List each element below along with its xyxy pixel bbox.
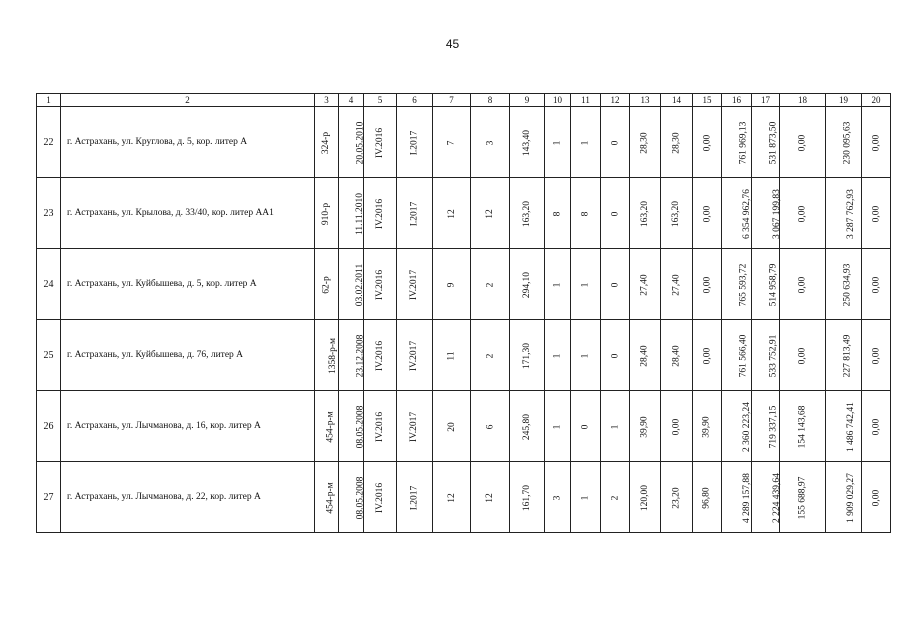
cell-value: 11.11.2010: [355, 192, 366, 235]
cell-value: 28,40: [671, 344, 682, 367]
cell-value: 23.12.2008: [355, 334, 366, 377]
cell-value: 163,20: [671, 200, 682, 227]
table-cell-col-6: [397, 178, 433, 249]
cell-value: 08.05.2008: [355, 405, 366, 448]
cell-value: 765 593,72: [738, 263, 749, 306]
table-cell-col-13: [630, 107, 661, 178]
table-cell-col-6: [397, 462, 433, 533]
table-cell-col-7: [433, 462, 471, 533]
table-cell-col-1: 22: [37, 107, 61, 178]
column-number-cell: 13: [630, 94, 661, 107]
table-cell-col-17: [752, 320, 780, 391]
table-row: [37, 249, 891, 320]
table-cell-col-8: [471, 107, 510, 178]
table-cell-col-8: [471, 391, 510, 462]
table-cell-col-9: [510, 249, 545, 320]
table-cell-col-11: [571, 107, 601, 178]
table-cell-col-15: [693, 249, 722, 320]
cell-value: I.2017: [409, 485, 420, 510]
column-number-cell: 20: [862, 94, 891, 107]
cell-value: 1: [580, 282, 591, 287]
table-cell-col-12: [601, 320, 630, 391]
table-cell-col-19: [826, 107, 862, 178]
table-cell-col-4: [339, 107, 364, 178]
cell-value: 0,00: [871, 205, 881, 222]
table-cell-col-19: [826, 178, 862, 249]
cell-value: 8: [552, 211, 563, 216]
cell-value: 3: [485, 140, 495, 145]
table-cell-col-10: [545, 391, 571, 462]
cell-value: 08.05.2008: [355, 476, 366, 519]
table-cell-col-18: [780, 391, 826, 462]
column-number-cell: 3: [315, 94, 339, 107]
cell-value: 2: [610, 495, 620, 500]
table-cell-col-12: [601, 178, 630, 249]
cell-value: 39,90: [640, 415, 650, 438]
cell-value: 154 143,68: [797, 405, 808, 448]
cell-value: 0,00: [702, 347, 712, 364]
cell-value: 20.05.2010: [355, 121, 366, 164]
cell-value: 3 287 762,93: [845, 188, 856, 239]
cell-value: 28,30: [640, 131, 650, 154]
table-cell-col-4: [339, 391, 364, 462]
column-number-cell: 9: [510, 94, 545, 107]
cell-value: 0,00: [871, 489, 881, 506]
table-cell-col-2: г. Астрахань, ул. Крылова, д. 33/40, кор. литер АА1: [61, 178, 315, 249]
cell-value: 28,30: [671, 131, 682, 154]
table-cell-col-16: [722, 320, 752, 391]
table-cell-col-16: [722, 249, 752, 320]
cell-value: 324-р: [321, 131, 332, 154]
table-cell-col-20: [862, 391, 891, 462]
cell-value: 0,00: [797, 347, 808, 364]
cell-value: IV.2016: [375, 482, 385, 513]
cell-value: 2 224 439,64: [771, 472, 782, 523]
cell-value: 761 566,40: [738, 334, 749, 377]
table-cell-col-18: [780, 249, 826, 320]
column-number-cell: 16: [722, 94, 752, 107]
table-cell-col-2: г. Астрахань, ул. Круглова, д. 5, кор. литер А: [61, 107, 315, 178]
table-cell-col-1: 26: [37, 391, 61, 462]
table-cell-col-14: [661, 107, 693, 178]
column-number-cell: 7: [433, 94, 471, 107]
column-number-cell: 18: [780, 94, 826, 107]
cell-value: 3 067 199,83: [771, 188, 782, 239]
column-number-cell: 14: [661, 94, 693, 107]
table-cell-col-15: [693, 462, 722, 533]
cell-value: 1: [552, 282, 563, 287]
table-cell-col-14: [661, 320, 693, 391]
table-cell-col-8: [471, 178, 510, 249]
column-number-cell: 15: [693, 94, 722, 107]
table-cell-col-10: [545, 249, 571, 320]
table-cell-col-9: [510, 178, 545, 249]
cell-value: 23,20: [671, 486, 682, 509]
table-cell-col-11: [571, 178, 601, 249]
table-cell-col-14: [661, 462, 693, 533]
table-cell-col-20: [862, 178, 891, 249]
table-cell-col-14: [661, 178, 693, 249]
cell-value: 20: [446, 421, 457, 432]
cell-value: 12: [446, 492, 457, 503]
table-cell-col-2: г. Астрахань, ул. Куйбышева, д. 76, литер А: [61, 320, 315, 391]
column-number-cell: 5: [364, 94, 397, 107]
table-cell-col-4: [339, 249, 364, 320]
table-row: [37, 320, 891, 391]
table-cell-col-11: [571, 249, 601, 320]
table-cell-col-14: [661, 391, 693, 462]
cell-value: IV.2016: [375, 411, 385, 442]
table-cell-col-13: [630, 391, 661, 462]
cell-value: 163,20: [640, 200, 650, 227]
column-number-cell: 12: [601, 94, 630, 107]
table-cell-col-3: [315, 391, 339, 462]
cell-value: 2: [485, 353, 495, 358]
table-cell-col-10: [545, 462, 571, 533]
cell-value: 62-р: [321, 275, 332, 294]
table-cell-col-5: [364, 107, 397, 178]
cell-value: 454-р-м: [325, 410, 336, 443]
table-cell-col-4: [339, 178, 364, 249]
cell-value: 12: [485, 208, 495, 219]
column-number-cell: 2: [61, 94, 315, 107]
table-cell-col-16: [722, 391, 752, 462]
register-table: [36, 93, 891, 533]
table-cell-col-19: [826, 462, 862, 533]
page-number: 45: [445, 37, 460, 51]
table-cell-col-18: [780, 320, 826, 391]
table-cell-col-8: [471, 462, 510, 533]
cell-value: 1: [552, 140, 563, 145]
cell-value: 2 360 223,24: [741, 401, 752, 452]
table-cell-col-13: [630, 249, 661, 320]
table-cell-col-4: [339, 320, 364, 391]
cell-value: 761 969,13: [738, 121, 749, 164]
cell-value: IV.2017: [409, 340, 420, 371]
cell-value: 0,00: [797, 205, 808, 222]
cell-value: 0,00: [702, 276, 712, 293]
cell-value: I.2017: [409, 201, 420, 226]
table-cell-col-13: [630, 462, 661, 533]
cell-value: 155 688,97: [797, 476, 808, 519]
table-cell-col-1: 25: [37, 320, 61, 391]
column-number-row: [37, 94, 891, 107]
table-cell-col-11: [571, 391, 601, 462]
table-cell-col-18: [780, 462, 826, 533]
table-cell-col-2: г. Астрахань, ул. Лычманова, д. 22, кор. литер А: [61, 462, 315, 533]
cell-value: 6: [485, 424, 495, 429]
table-cell-col-18: [780, 178, 826, 249]
table-cell-col-3: [315, 320, 339, 391]
cell-value: 1: [552, 424, 563, 429]
cell-value: 0,00: [871, 134, 881, 151]
table-cell-col-10: [545, 107, 571, 178]
cell-value: I.2017: [409, 130, 420, 155]
table-cell-col-6: [397, 320, 433, 391]
cell-value: 7: [446, 140, 457, 145]
table-cell-col-15: [693, 320, 722, 391]
table-cell-col-5: [364, 249, 397, 320]
table-cell-col-14: [661, 249, 693, 320]
cell-value: 0,00: [797, 134, 808, 151]
table-cell-col-20: [862, 462, 891, 533]
cell-value: 0: [610, 140, 620, 145]
cell-value: IV.2016: [375, 269, 385, 300]
cell-value: 27,40: [671, 273, 682, 296]
table-cell-col-3: [315, 249, 339, 320]
cell-value: 0,00: [871, 276, 881, 293]
table-cell-col-8: [471, 320, 510, 391]
table-cell-col-19: [826, 320, 862, 391]
cell-value: 4 289 157,88: [741, 472, 752, 523]
table-cell-col-18: [780, 107, 826, 178]
cell-value: 0,00: [671, 418, 682, 435]
column-number-cell: 8: [471, 94, 510, 107]
column-number-cell: 11: [571, 94, 601, 107]
cell-value: 454-р-м: [325, 481, 336, 514]
table-cell-col-15: [693, 178, 722, 249]
cell-value: 8: [580, 211, 591, 216]
cell-value: 12: [485, 492, 495, 503]
cell-value: IV.2016: [375, 198, 385, 229]
table-cell-col-3: [315, 107, 339, 178]
table-row: [37, 178, 891, 249]
cell-value: 533 752,91: [768, 334, 779, 377]
cell-value: 28,40: [640, 344, 650, 367]
table-cell-col-9: [510, 391, 545, 462]
table-cell-col-10: [545, 178, 571, 249]
cell-value: 0,00: [797, 276, 808, 293]
cell-value: 171,30: [522, 342, 532, 369]
table-cell-col-20: [862, 320, 891, 391]
column-number-cell: 6: [397, 94, 433, 107]
cell-value: 39,90: [702, 415, 712, 438]
table-cell-col-8: [471, 249, 510, 320]
cell-value: 0,00: [871, 418, 881, 435]
table-cell-col-2: г. Астрахань, ул. Лычманова, д. 16, кор. литер А: [61, 391, 315, 462]
table-cell-col-17: [752, 178, 780, 249]
table-cell-col-9: [510, 320, 545, 391]
table-cell-col-15: [693, 107, 722, 178]
cell-value: 0,00: [702, 205, 712, 222]
column-number-cell: 4: [339, 94, 364, 107]
table-cell-col-5: [364, 178, 397, 249]
cell-value: 96,80: [702, 486, 712, 509]
cell-value: 1: [580, 353, 591, 358]
column-number-cell: 17: [752, 94, 780, 107]
table-cell-col-11: [571, 320, 601, 391]
cell-value: 910-р: [321, 202, 332, 225]
cell-value: 1: [580, 495, 591, 500]
table-cell-col-17: [752, 391, 780, 462]
cell-value: 161,70: [522, 484, 532, 511]
table-cell-col-17: [752, 249, 780, 320]
column-number-cell: 10: [545, 94, 571, 107]
cell-value: 1: [580, 140, 591, 145]
table-cell-col-7: [433, 107, 471, 178]
cell-value: 1 486 742,41: [845, 401, 856, 452]
table-cell-col-20: [862, 107, 891, 178]
table-cell-col-7: [433, 178, 471, 249]
table-cell-col-15: [693, 391, 722, 462]
table-cell-col-7: [433, 249, 471, 320]
table-cell-col-16: [722, 462, 752, 533]
cell-value: 0: [610, 353, 620, 358]
table-cell-col-13: [630, 320, 661, 391]
cell-value: 719 337,15: [768, 405, 779, 448]
table-cell-col-13: [630, 178, 661, 249]
table-cell-col-6: [397, 249, 433, 320]
cell-value: 27,40: [640, 273, 650, 296]
table-cell-col-5: [364, 320, 397, 391]
table-cell-col-20: [862, 249, 891, 320]
table-cell-col-7: [433, 320, 471, 391]
cell-value: 2: [485, 282, 495, 287]
table-cell-col-6: [397, 391, 433, 462]
table-row: [37, 107, 891, 178]
table-cell-col-1: 23: [37, 178, 61, 249]
table-cell-col-12: [601, 249, 630, 320]
table-cell-col-16: [722, 107, 752, 178]
cell-value: 143,40: [522, 129, 532, 156]
table-cell-col-5: [364, 391, 397, 462]
table-cell-col-5: [364, 462, 397, 533]
table-cell-col-3: [315, 178, 339, 249]
cell-value: 250 634,93: [842, 263, 853, 306]
table-cell-col-9: [510, 107, 545, 178]
column-number-cell: 1: [37, 94, 61, 107]
cell-value: IV.2017: [409, 269, 420, 300]
cell-value: 9: [446, 282, 457, 287]
table-cell-col-12: [601, 107, 630, 178]
column-number-cell: 19: [826, 94, 862, 107]
table-cell-col-6: [397, 107, 433, 178]
table-cell-col-9: [510, 462, 545, 533]
cell-value: 294,10: [522, 271, 532, 298]
cell-value: 245,80: [522, 413, 532, 440]
table-cell-col-10: [545, 320, 571, 391]
cell-value: IV.2016: [375, 340, 385, 371]
cell-value: 0,00: [702, 134, 712, 151]
cell-value: 6 354 962,76: [741, 188, 752, 239]
table-cell-col-7: [433, 391, 471, 462]
table-cell-col-19: [826, 391, 862, 462]
cell-value: 0: [580, 424, 591, 429]
table-cell-col-12: [601, 391, 630, 462]
cell-value: IV.2016: [375, 127, 385, 158]
cell-value: 531 873,50: [768, 121, 779, 164]
table-cell-col-3: [315, 462, 339, 533]
cell-value: 0,00: [871, 347, 881, 364]
cell-value: 0: [610, 211, 620, 216]
table-row: [37, 391, 891, 462]
table-cell-col-12: [601, 462, 630, 533]
table-row: [37, 462, 891, 533]
table-cell-col-11: [571, 462, 601, 533]
cell-value: 227 813,49: [842, 334, 853, 377]
table-cell-col-19: [826, 249, 862, 320]
table-cell-col-1: 27: [37, 462, 61, 533]
cell-value: 1 909 029,27: [845, 472, 856, 523]
cell-value: 1358-р-м: [328, 337, 339, 374]
table-cell-col-16: [722, 178, 752, 249]
cell-value: 3: [552, 495, 563, 500]
table-cell-col-2: г. Астрахань, ул. Куйбышева, д. 5, кор. литер А: [61, 249, 315, 320]
cell-value: 514 958,79: [768, 263, 779, 306]
table-cell-col-4: [339, 462, 364, 533]
cell-value: 230 095,63: [842, 121, 853, 164]
cell-value: 0: [610, 282, 620, 287]
table-cell-col-1: 24: [37, 249, 61, 320]
cell-value: 11: [446, 350, 457, 361]
table-cell-col-17: [752, 107, 780, 178]
cell-value: 12: [446, 208, 457, 219]
table-cell-col-17: [752, 462, 780, 533]
cell-value: 1: [610, 424, 620, 429]
cell-value: 120,00: [640, 484, 650, 511]
cell-value: 163,20: [522, 200, 532, 227]
cell-value: 1: [552, 353, 563, 358]
cell-value: IV.2017: [409, 411, 420, 442]
cell-value: 03.02.2011: [355, 263, 366, 306]
